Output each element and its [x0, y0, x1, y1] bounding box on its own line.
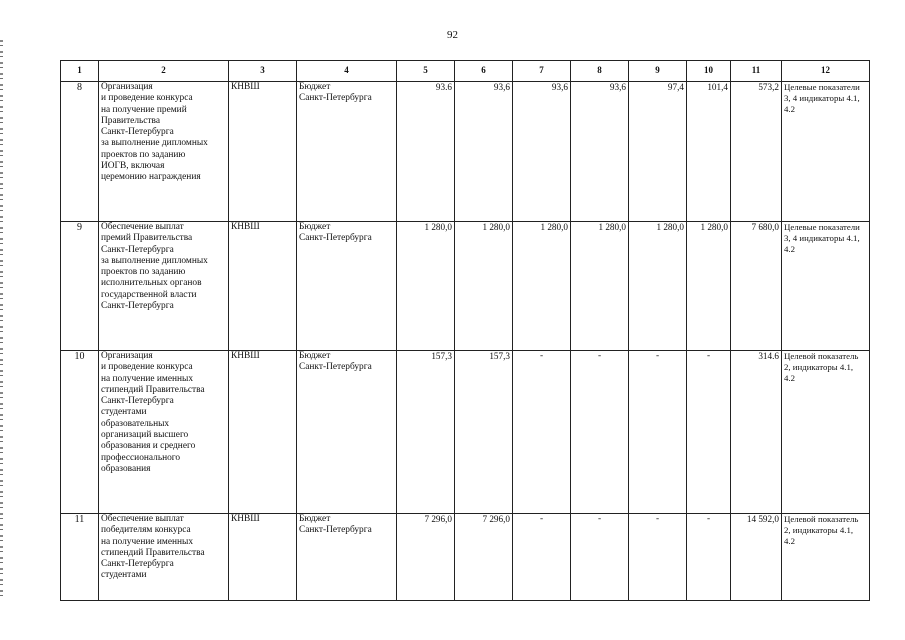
activity-name: Организация и проведение конкурса на получение именных стипендий Правительства Санкт-Петербурга студентами образовательных организаций высшего образования и среднего профессионального образования	[99, 351, 229, 514]
row-number: 11	[61, 514, 99, 601]
activity-name: Организация и проведение конкурса на получение премий Правительства Санкт-Петербурга за выполнение дипломных проектов по заданию ИОГВ, включая церемонию награждения	[99, 82, 229, 222]
header-cell: 12	[782, 61, 870, 82]
value-cell: 93,6	[571, 82, 629, 222]
value-cell: -	[571, 351, 629, 514]
header-cell: 4	[297, 61, 397, 82]
header-cell: 7	[513, 61, 571, 82]
value-cell: -	[513, 351, 571, 514]
funding-source: Бюджет Санкт-Петербурга	[297, 82, 397, 222]
indicators-cell: Целевой показатель 2, индикаторы 4.1, 4.2	[782, 351, 870, 514]
activity-name: Обеспечение выплат победителям конкурса на получение именных стипендий Правительства Санкт-Петербурга студентами	[99, 514, 229, 601]
value-cell: 97,4	[629, 82, 687, 222]
value-cell: 1 280,0	[687, 222, 731, 351]
row-number: 9	[61, 222, 99, 351]
indicators-cell: Целевые показатели 3, 4 индикаторы 4.1, 4.2	[782, 222, 870, 351]
total-cell: 14 592,0	[731, 514, 782, 601]
value-cell: 157,3	[397, 351, 455, 514]
value-cell: 93,6	[455, 82, 513, 222]
value-cell: -	[629, 514, 687, 601]
header-cell: 1	[61, 61, 99, 82]
executor: КНВШ	[229, 514, 297, 601]
table-row	[61, 222, 870, 351]
value-cell: 1 280,0	[571, 222, 629, 351]
value-cell: 93,6	[513, 82, 571, 222]
value-cell: 7 296,0	[455, 514, 513, 601]
value-cell: 1 280,0	[397, 222, 455, 351]
table-row	[61, 82, 870, 222]
header-cell: 2	[99, 61, 229, 82]
value-cell: -	[571, 514, 629, 601]
executor: КНВШ	[229, 222, 297, 351]
header-cell: 8	[571, 61, 629, 82]
header-cell: 5	[397, 61, 455, 82]
row-number: 8	[61, 82, 99, 222]
indicators-cell: Целевой показатель 2, индикаторы 4.1, 4.2	[782, 514, 870, 601]
header-cell: 9	[629, 61, 687, 82]
executor: КНВШ	[229, 351, 297, 514]
total-cell: 573,2	[731, 82, 782, 222]
value-cell: 1 280,0	[455, 222, 513, 351]
total-cell: 7 680,0	[731, 222, 782, 351]
value-cell: 7 296,0	[397, 514, 455, 601]
funding-source: Бюджет Санкт-Петербурга	[297, 222, 397, 351]
value-cell: 93.6	[397, 82, 455, 222]
header-cell: 11	[731, 61, 782, 82]
header-cell: 6	[455, 61, 513, 82]
row-number: 10	[61, 351, 99, 514]
value-cell: 157,3	[455, 351, 513, 514]
value-cell: 1 280,0	[629, 222, 687, 351]
value-cell: -	[513, 514, 571, 601]
executor: КНВШ	[229, 82, 297, 222]
page-number: 92	[447, 29, 458, 41]
funding-source: Бюджет Санкт-Петербурга	[297, 351, 397, 514]
value-cell: -	[687, 351, 731, 514]
value-cell: 101,4	[687, 82, 731, 222]
table-row	[61, 351, 870, 514]
table-row	[61, 514, 870, 601]
value-cell: 1 280,0	[513, 222, 571, 351]
funding-source: Бюджет Санкт-Петербурга	[297, 514, 397, 601]
budget-table	[60, 60, 870, 601]
header-cell: 10	[687, 61, 731, 82]
header-row	[61, 61, 870, 82]
indicators-cell: Целевые показатели 3, 4 индикаторы 4.1, 4.2	[782, 82, 870, 222]
value-cell: -	[687, 514, 731, 601]
activity-name: Обеспечение выплат премий Правительства Санкт-Петербурга за выполнение дипломных проектов по заданию исполнительных органов государственной власти Санкт-Петербурга	[99, 222, 229, 351]
value-cell: -	[629, 351, 687, 514]
scan-edge-artifact	[0, 40, 3, 600]
total-cell: 314.6	[731, 351, 782, 514]
header-cell: 3	[229, 61, 297, 82]
